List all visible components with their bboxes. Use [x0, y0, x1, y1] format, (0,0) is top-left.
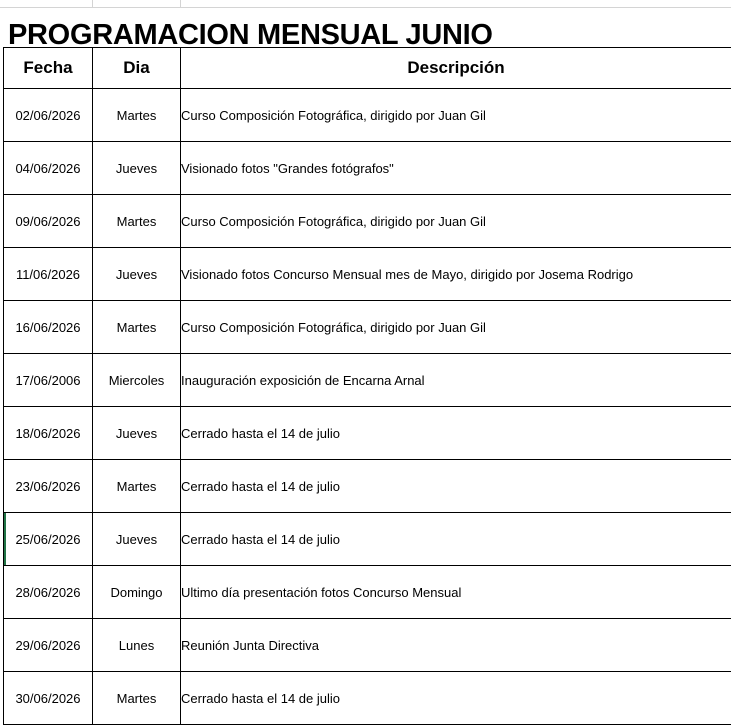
fecha-cell[interactable]: 28/06/2026 [4, 566, 93, 619]
table-row [4, 301, 731, 354]
descripcion-cell[interactable]: Curso Composición Fotográfica, dirigido por Juan Gil [181, 195, 731, 248]
fecha-cell[interactable]: 18/06/2026 [4, 407, 93, 460]
sheet-title: PROGRAMACION MENSUAL JUNIO [8, 19, 493, 51]
gridline [180, 0, 181, 7]
descripcion-cell[interactable]: Inauguración exposición de Encarna Arnal [181, 354, 731, 407]
descripcion-cell[interactable]: Ultimo día presentación fotos Concurso Mensual [181, 566, 731, 619]
header-descripcion[interactable]: Descripción [181, 48, 731, 89]
dia-cell[interactable]: Martes [93, 195, 181, 248]
descripcion-cell[interactable]: Cerrado hasta el 14 de julio [181, 460, 731, 513]
table-row [4, 619, 731, 672]
header-fecha[interactable]: Fecha [4, 48, 93, 89]
fecha-cell[interactable]: 04/06/2026 [4, 142, 93, 195]
fecha-cell[interactable]: 29/06/2026 [4, 619, 93, 672]
fecha-cell[interactable]: 25/06/2026 [4, 513, 93, 566]
descripcion-cell[interactable]: Cerrado hasta el 14 de julio [181, 407, 731, 460]
fecha-cell[interactable]: 30/06/2026 [4, 672, 93, 725]
descripcion-cell[interactable]: Reunión Junta Directiva [181, 619, 731, 672]
gridline [92, 0, 93, 7]
table-row [4, 142, 731, 195]
header-dia[interactable]: Dia [93, 48, 181, 89]
fecha-cell[interactable]: 17/06/2006 [4, 354, 93, 407]
fecha-cell[interactable]: 09/06/2026 [4, 195, 93, 248]
fecha-cell[interactable]: 16/06/2026 [4, 301, 93, 354]
dia-cell[interactable]: Jueves [93, 407, 181, 460]
dia-cell[interactable]: Lunes [93, 619, 181, 672]
fecha-cell[interactable]: 02/06/2026 [4, 89, 93, 142]
title-cell[interactable] [0, 7, 731, 51]
descripcion-cell[interactable]: Cerrado hasta el 14 de julio [181, 513, 731, 566]
dia-cell[interactable]: Miercoles [93, 354, 181, 407]
descripcion-cell[interactable]: Cerrado hasta el 14 de julio [181, 672, 731, 725]
dia-cell[interactable]: Jueves [93, 142, 181, 195]
table-row [4, 248, 731, 301]
table-row [4, 407, 731, 460]
dia-cell[interactable]: Martes [93, 672, 181, 725]
dia-cell[interactable]: Martes [93, 89, 181, 142]
dia-cell[interactable]: Jueves [93, 513, 181, 566]
table-row [4, 460, 731, 513]
dia-cell[interactable]: Martes [93, 460, 181, 513]
descripcion-cell[interactable]: Visionado fotos Concurso Mensual mes de Mayo, dirigido por Josema Rodrigo [181, 248, 731, 301]
table-row [4, 513, 731, 566]
descripcion-cell[interactable]: Curso Composición Fotográfica, dirigido por Juan Gil [181, 89, 731, 142]
fecha-cell[interactable]: 23/06/2026 [4, 460, 93, 513]
table-row [4, 672, 731, 725]
table-row [4, 195, 731, 248]
dia-cell[interactable]: Jueves [93, 248, 181, 301]
table-row [4, 89, 731, 142]
descripcion-cell[interactable]: Visionado fotos "Grandes fotógrafos" [181, 142, 731, 195]
table-row [4, 566, 731, 619]
header-row [4, 48, 731, 89]
descripcion-cell[interactable]: Curso Composición Fotográfica, dirigido por Juan Gil [181, 301, 731, 354]
dia-cell[interactable]: Domingo [93, 566, 181, 619]
dia-cell[interactable]: Martes [93, 301, 181, 354]
schedule-table [3, 47, 731, 725]
fecha-cell[interactable]: 11/06/2026 [4, 248, 93, 301]
table-row [4, 354, 731, 407]
